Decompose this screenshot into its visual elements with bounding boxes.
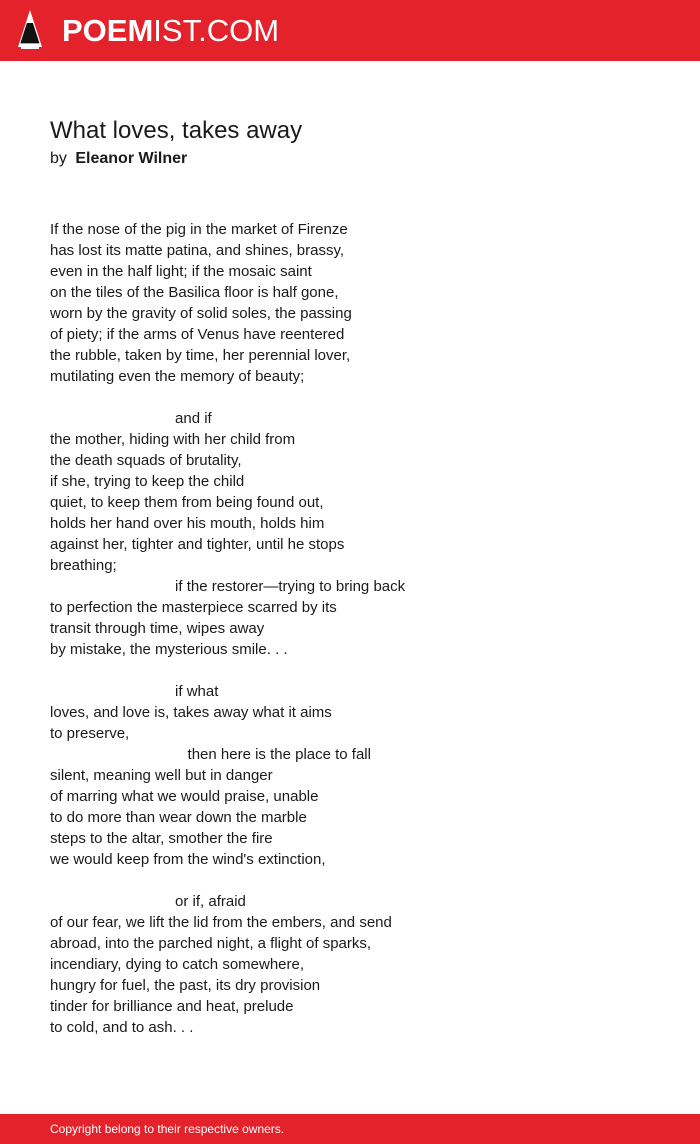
poem-title: What loves, takes away xyxy=(50,117,303,144)
poem-line: if what xyxy=(50,683,219,700)
poem-line: to preserve, xyxy=(50,725,130,742)
poem-line: on the tiles of the Basilica floor is half gone, xyxy=(50,284,339,301)
poem-line: has lost its matte patina, and shines, brassy, xyxy=(50,242,345,259)
poem-line: of marring what we would praise, unable xyxy=(50,788,319,805)
poem-line: worn by the gravity of solid soles, the passing xyxy=(50,305,352,322)
site-logo[interactable] xyxy=(62,11,279,51)
poem-line: even in the half light; if the mosaic saint xyxy=(50,263,312,280)
poem-line: against her, tighter and tighter, until he stops xyxy=(50,536,345,553)
poem-line: of our fear, we lift the lid from the embers, and send xyxy=(50,914,392,931)
poem-line: abroad, into the parched night, a flight of sparks, xyxy=(50,935,372,952)
poem-line: and if xyxy=(50,410,212,427)
site-header xyxy=(0,0,700,61)
stanza-break xyxy=(50,870,670,891)
poem-line: steps to the altar, smother the fire xyxy=(50,830,273,847)
copyright-text: Copyright belong to their respective owners. xyxy=(50,1122,285,1136)
site-footer xyxy=(0,1114,700,1144)
poem-line: breathing; xyxy=(50,557,117,574)
stanza-break xyxy=(50,387,670,408)
poem-line: tinder for brilliance and heat, prelude xyxy=(50,998,294,1015)
poem-line: by mistake, the mysterious smile. . . xyxy=(50,641,288,658)
poem-body xyxy=(50,219,670,1038)
poem-line: we would keep from the wind's extinction, xyxy=(50,851,326,868)
poem-line: hungry for fuel, the past, its dry provision xyxy=(50,977,321,994)
poem-byline xyxy=(50,149,187,169)
poem-line: transit through time, wipes away xyxy=(50,620,265,637)
brand-bold-text: POEM xyxy=(62,13,154,48)
brand-light-text: IST.COM xyxy=(153,13,280,48)
poem-line: the rubble, taken by time, her perennial lover, xyxy=(50,347,351,364)
poem-line: of piety; if the arms of Venus have reentered xyxy=(50,326,345,343)
poem-line: to do more than wear down the marble xyxy=(50,809,307,826)
poem-line: loves, and love is, takes away what it aims xyxy=(50,704,332,721)
poem-line: if the restorer—trying to bring back xyxy=(50,578,406,595)
poem-line: or if, afraid xyxy=(50,893,246,910)
poem-line: quiet, to keep them from being found out, xyxy=(50,494,324,511)
poem-line: the death squads of brutality, xyxy=(50,452,242,469)
poem-line: the mother, hiding with her child from xyxy=(50,431,296,448)
author-name: Eleanor Wilner xyxy=(75,150,188,167)
poem-line: holds her hand over his mouth, holds him xyxy=(50,515,325,532)
poem-line: then here is the place to fall xyxy=(50,746,371,763)
by-label: by xyxy=(50,150,67,167)
stanza-break xyxy=(50,660,670,681)
poem-line: If the nose of the pig in the market of Firenze xyxy=(50,221,348,238)
pencil-tip-icon[interactable] xyxy=(17,9,43,51)
poem-line: silent, meaning well but in danger xyxy=(50,767,273,784)
poem-line: mutilating even the memory of beauty; xyxy=(50,368,305,385)
poem-line: to perfection the masterpiece scarred by its xyxy=(50,599,337,616)
poem-line: to cold, and to ash. . . xyxy=(50,1019,194,1036)
poem-line: if she, trying to keep the child xyxy=(50,473,245,490)
poem-line: incendiary, dying to catch somewhere, xyxy=(50,956,305,973)
